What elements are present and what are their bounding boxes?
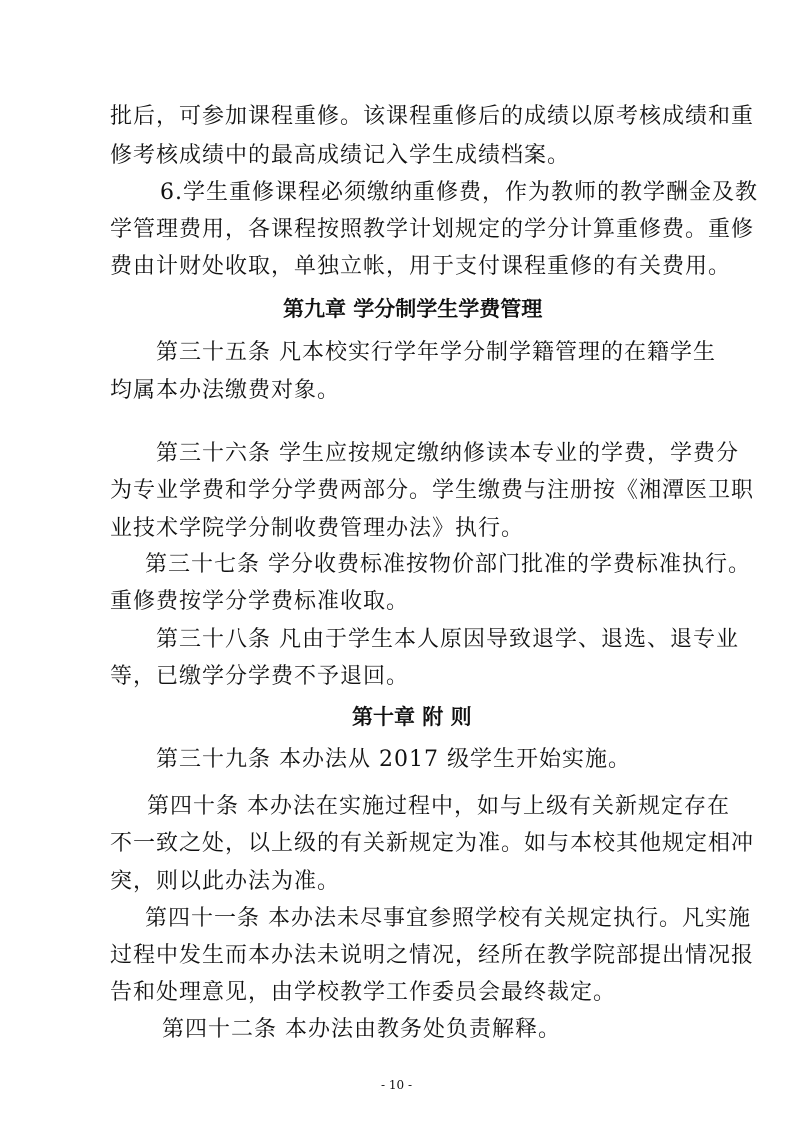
body-text-line: 修考核成绩中的最高成绩记入学生成绩档案。 [110,143,571,168]
article-text-line: 第四十一条 本办法未尽事宜参照学校有关规定执行。凡实施 [145,906,751,931]
article-text-line: 第三十六条 学生应按规定缴纳修读本专业的学费，学费分 [156,441,739,466]
article-text-line: 第三十九条 本办法从 2017 级学生开始实施。 [156,747,631,772]
body-text-line: 告和处理意见，由学校教学工作委员会最终裁定。 [110,980,617,1005]
body-text-line: 学管理费用，各课程按照教学计划规定的学分计算重修费。重修 [110,217,755,242]
article-text-line: 第三十五条 凡本校实行学年学分制学籍管理的在籍学生 [156,340,716,365]
chapter-heading: 第十章 附 则 [352,705,472,729]
body-text-line: 均属本办法缴费对象。 [110,378,341,403]
body-text-line: 等，已缴学分学费不予退回。 [110,664,410,689]
body-text-line: 不一致之处，以上级的有关新规定为准。如与本校其他规定相冲 [110,831,755,856]
chapter-heading: 第九章 学分制学生学费管理 [283,297,543,321]
body-text-line: 重修费按学分学费标准收取。 [110,589,410,614]
body-text-line: 为专业学费和学分学费两部分。学生缴费与注册按《湘潭医卫职 [110,478,755,503]
article-text-line: 第三十七条 学分收费标准按物价部门批准的学费标准执行。 [145,552,751,577]
article-text-line: 第四十条 本办法在实施过程中，如与上级有关新规定存在 [147,794,730,819]
page-number: - 10 - [380,1078,412,1092]
body-text-line: 业技术学院学分制收费管理办法》执行。 [110,516,525,541]
body-text-line: 突，则以此办法为准。 [110,869,341,894]
article-text-line: 第四十二条 本办法由教务处负责解释。 [162,1017,561,1042]
body-text-line: 费由计财处收取，单独立帐，用于支付课程重修的有关费用。 [110,254,732,279]
body-text-line: 过程中发生而本办法未说明之情况，经所在教学院部提出情况报 [110,943,755,968]
body-text-line: 6.学生重修课程必须缴纳重修费，作为教师的教学酬金及教 [160,180,758,205]
article-text-line: 第三十八条 凡由于学生本人原因导致退学、退选、退专业 [156,627,739,652]
body-text-line: 批后，可参加课程重修。该课程重修后的成绩以原考核成绩和重 [110,104,755,129]
